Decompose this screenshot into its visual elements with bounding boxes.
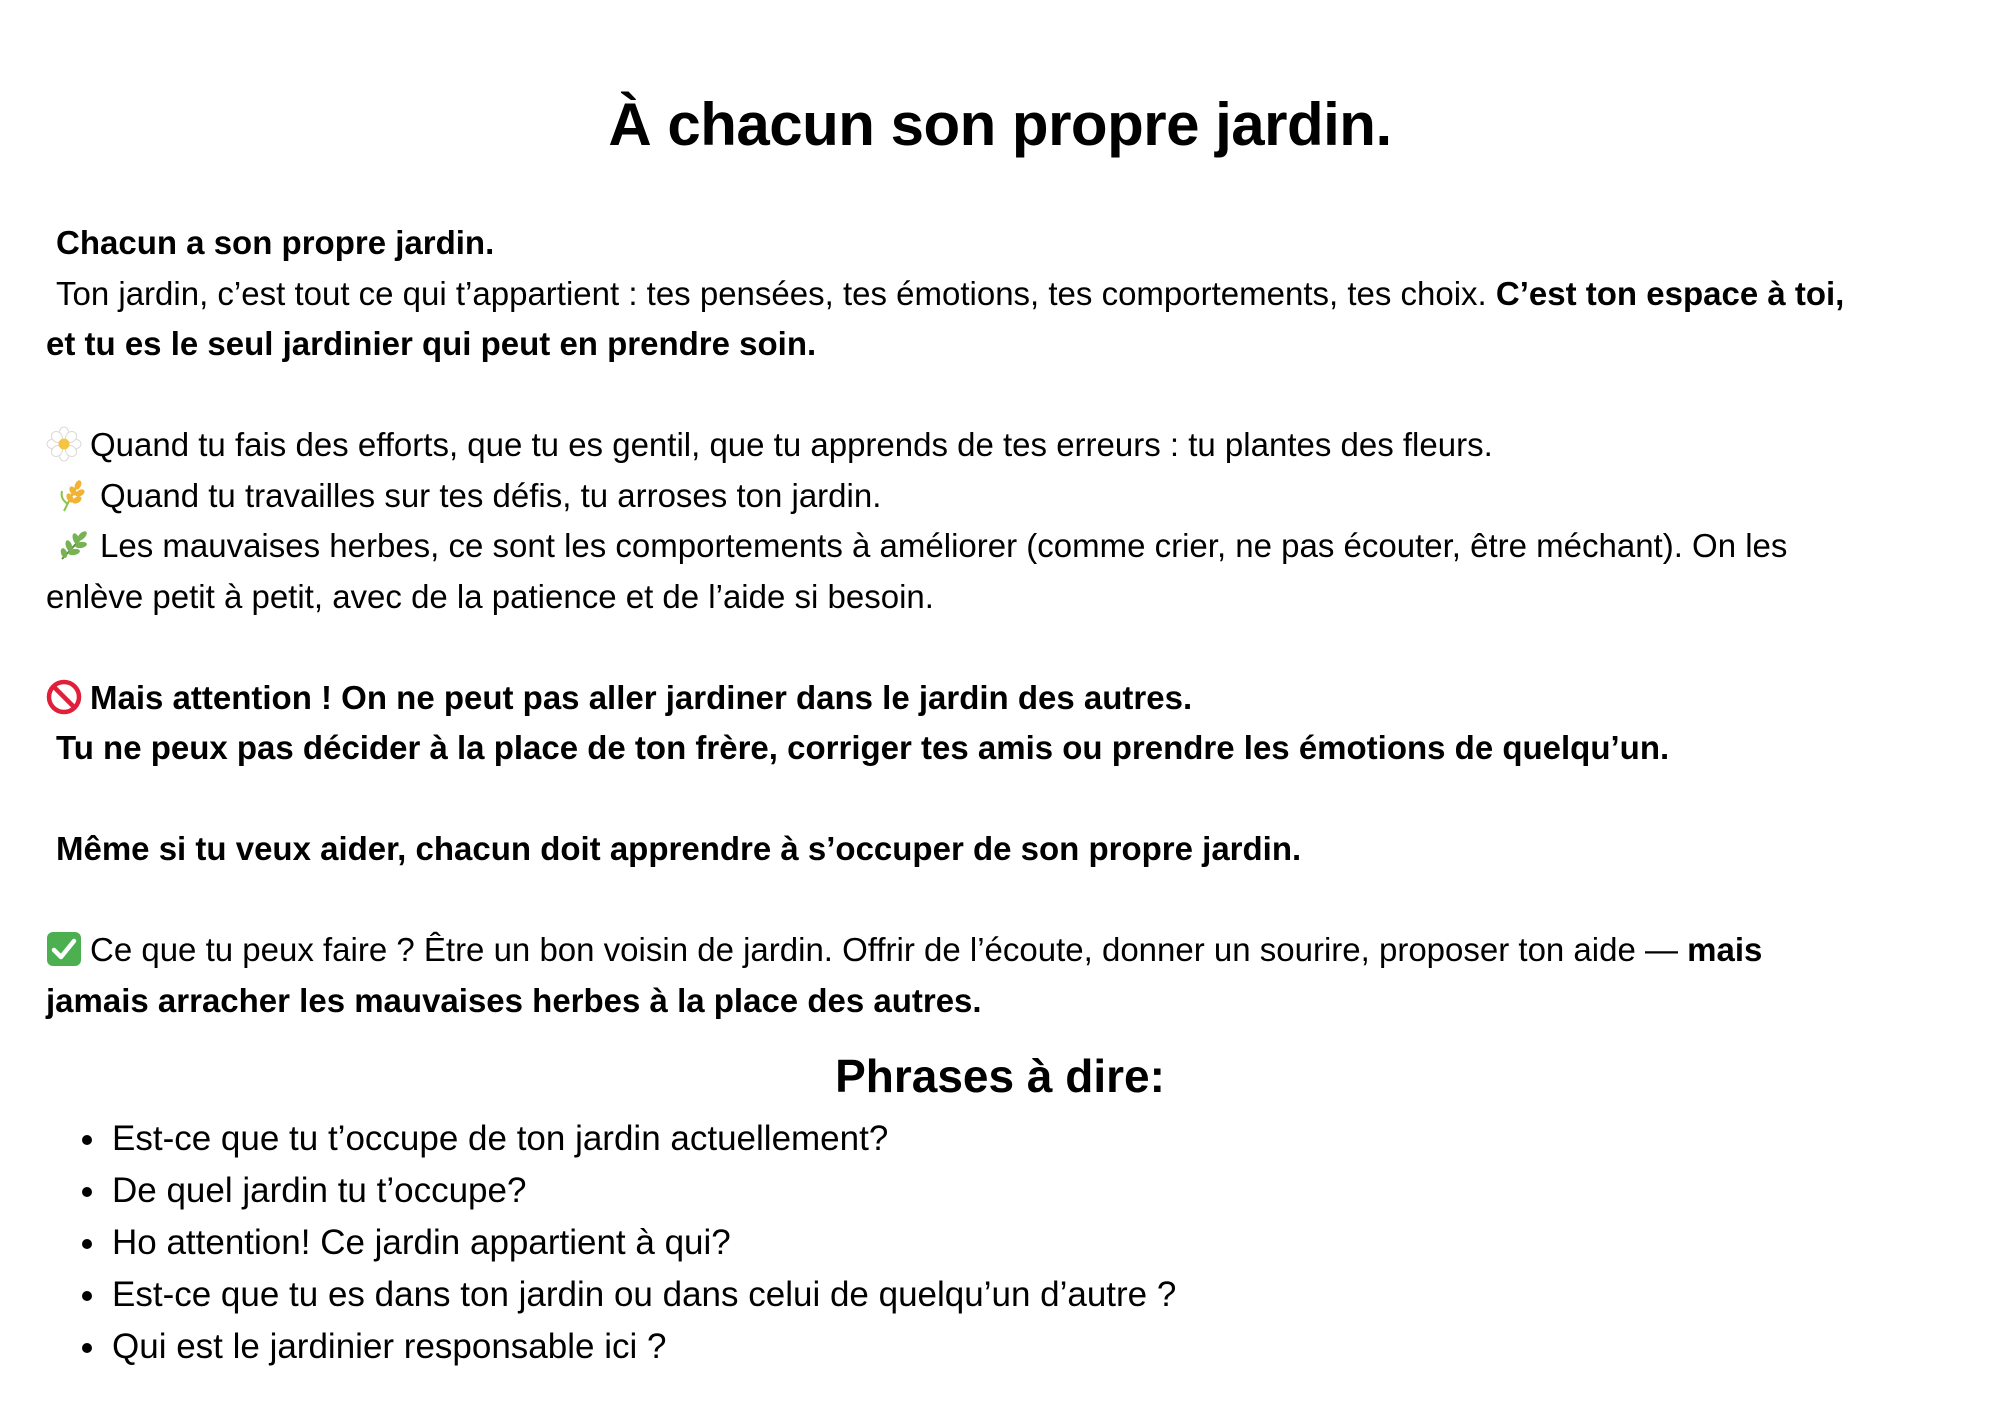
phrase-text: Qui est le jardinier responsable ici ? [112, 1327, 667, 1366]
flowers-line [46, 420, 1966, 471]
warning-text-1: Mais attention ! On ne peut pas aller jardiner dans le jardin des autres. [90, 678, 1193, 716]
list-item [112, 1217, 1176, 1269]
flower-icon [46, 426, 82, 462]
water-line [46, 471, 1966, 522]
reminder-text: Même si tu veux aider, chacun doit apprendre à s’occuper de son propre jardin. [56, 830, 1302, 867]
list-item [112, 1165, 1176, 1217]
prohibited-icon [46, 679, 82, 715]
intro-bold-2: et tu es le seul jardinier qui peut en prendre soin. [46, 325, 817, 362]
phrase-text: Est-ce que tu t’occupe de ton jardin actuellement? [112, 1119, 889, 1158]
phrase-text: Est-ce que tu es dans ton jardin ou dans celui de quelqu’un d’autre ? [112, 1275, 1177, 1314]
intro-paragraph [46, 269, 1966, 320]
intro-bold-1: C’est ton espace à toi, [1495, 274, 1845, 312]
wheat-icon [56, 477, 92, 513]
bullet-icon [82, 1239, 92, 1249]
bullet-icon [82, 1291, 92, 1301]
weeds-text-1: Les mauvaises herbes, ce sont les comportements à améliorer (comme crier, ne pas écouter, être méchant). On les [100, 527, 1788, 564]
phrase-text: De quel jardin tu t’occupe? [112, 1171, 527, 1210]
bullet-icon [82, 1135, 92, 1145]
intro-text: Ton jardin, c’est tout ce qui t’appartient : tes pensées, tes émotions, tes comportements, tes choix. [56, 274, 1496, 312]
advice-line-1 [46, 925, 1966, 976]
phrases-heading: Phrases à dire: [835, 1050, 1165, 1102]
weeds-line-1 [46, 521, 1966, 572]
bullet-icon [82, 1343, 92, 1353]
flowers-text: Quand tu fais des efforts, que tu es gentil, que tu apprends de tes erreurs : tu plantes des fleurs. [90, 426, 1493, 463]
document-body [46, 218, 1966, 1026]
list-item [112, 1321, 1176, 1373]
warning-line-1 [46, 673, 1966, 724]
list-item [112, 1113, 1176, 1165]
intro-heading: Chacun a son propre jardin. [56, 224, 495, 261]
bullet-icon [82, 1187, 92, 1197]
check-mark-icon [46, 931, 82, 967]
herb-icon [56, 527, 92, 563]
water-text: Quand tu travailles sur tes défis, tu arroses ton jardin. [100, 476, 882, 514]
weeds-text-2: enlève petit à petit, avec de la patience et de l’aide si besoin. [46, 577, 934, 615]
phrase-text: Ho attention! Ce jardin appartient à qui? [112, 1223, 731, 1262]
advice-bold-1: mais [1687, 931, 1763, 968]
warning-text-2: Tu ne peux pas décider à la place de ton frère, corriger tes amis ou prendre les émotions de quelqu’un. [56, 729, 1670, 766]
page-title: À chacun son propre jardin. [608, 91, 1392, 158]
list-item [112, 1269, 1176, 1321]
phrases-list [112, 1113, 1176, 1373]
advice-text: Ce que tu peux faire ? Être un bon voisin de jardin. Offrir de l’écoute, donner un sourire, proposer ton aide — [90, 931, 1688, 968]
advice-bold-2: jamais arracher les mauvaises herbes à la place des autres. [46, 981, 982, 1019]
